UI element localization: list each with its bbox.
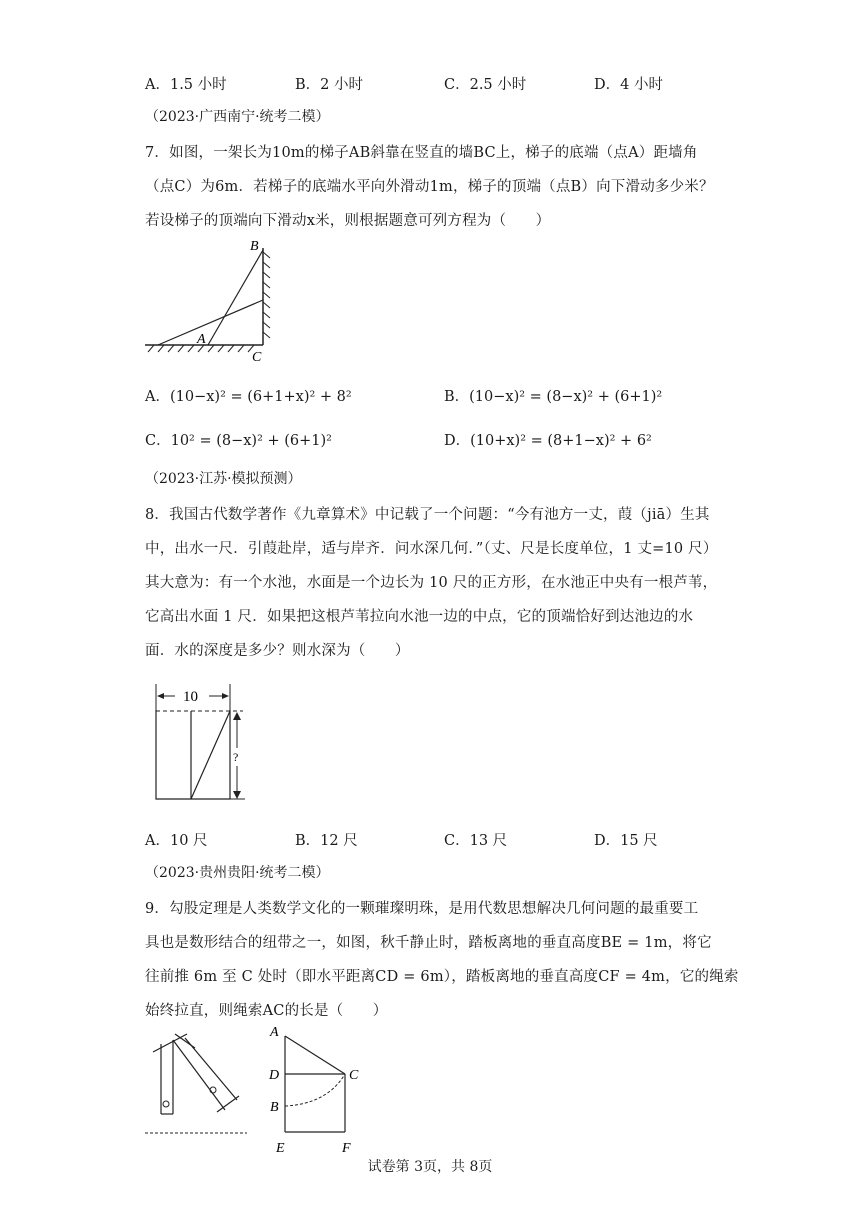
q7-label-b: B [250, 239, 259, 254]
q9-label-a: A [270, 1026, 279, 1040]
q7-option-a: A．(10−x)² = (6+1+x)² + 8² [145, 389, 352, 405]
q7-option-b: B．(10−x)² = (8−x)² + (6+1)² [444, 389, 663, 405]
q7-line-3: 若设梯子的顶端向下滑动x米，则根据题意可列方程为（ ） [145, 213, 551, 229]
q9-geometry-figure [265, 1026, 375, 1160]
q9-line-3: 往前推 6m 至 C 处时（即水平距离CD = 6m），踏板离地的垂直高度CF = 4m，它的绳索 [145, 969, 739, 985]
q9-line-1: 9．勾股定理是人类数学文化的一颗璀璨明珠，是用代数思想解决几何问题的最重要工 [145, 901, 699, 917]
q8-line-3: 其大意为：有一个水池，水面是一个边长为 10 尺的正方形，在水池正中央有一根芦苇， [145, 575, 718, 591]
q9-source: （2023·贵州贵阳·统考二模） [145, 865, 330, 881]
option-b: B．2 小时 [295, 77, 363, 93]
page-footer: 试卷第 3页，共 8页 [367, 1159, 493, 1175]
q7-option-c: C．10² = (8−x)² + (6+1)² [145, 433, 332, 449]
q9-label-e: E [276, 1141, 285, 1156]
q9-label-c: C [349, 1068, 359, 1083]
q8-pool-figure [145, 678, 255, 806]
q9-line-2: 具也是数形结合的纽带之一，如图，秋千静止时，踏板离地的垂直高度BE = 1m，将它 [145, 935, 712, 951]
option-c: C．2.5 小时 [444, 77, 527, 93]
q8-line-2: 中，出水一尺．引葭赴岸，适与岸齐．问水深几何．”（丈、尺是长度单位，1 丈=10 尺） [145, 541, 718, 557]
q7-line-1: 7．如图，一架长为10m的梯子AB斜靠在竖直的墙BC上，梯子的底端（点A）距墙角 [145, 145, 698, 161]
q7-label-c: C [252, 350, 262, 365]
q7-label-a: A [197, 332, 206, 347]
q8-line-5: 面．水的深度是多少？则水深为（ ） [145, 643, 410, 659]
q9-line-4: 始终拉直，则绳索AC的长是（ ） [145, 1003, 388, 1019]
q8-option-b: B．12 尺 [295, 833, 358, 849]
q8-option-c: C．13 尺 [444, 833, 508, 849]
q8-depth-label: ? [233, 750, 239, 764]
option-a: A．1.5 小时 [145, 77, 227, 93]
q8-source: （2023·江苏·模拟预测） [145, 471, 302, 487]
q7-ladder-figure [140, 232, 280, 367]
q8-option-d: D．15 尺 [594, 833, 658, 849]
q7-line-2: （点C）为6m．若梯子的底端水平向外滑动1m，梯子的顶端（点B）向下滑动多少米？ [145, 179, 714, 195]
q7-source: （2023·广西南宁·统考二模） [145, 109, 330, 125]
q9-label-d: D [269, 1068, 280, 1083]
q8-width-label: 10 [183, 689, 198, 705]
q8-line-4: 它高出水面 1 尺．如果把这根芦苇拉向水池一边的中点，它的顶端恰好到达池边的水 [145, 609, 694, 625]
q9-label-b: B [270, 1100, 279, 1115]
option-d: D．4 小时 [594, 77, 663, 93]
q9-label-f: F [342, 1141, 351, 1156]
q7-option-d: D．(10+x)² = (8+1−x)² + 6² [444, 433, 652, 449]
q8-option-a: A．10 尺 [145, 833, 208, 849]
q8-line-1: 8．我国古代数学著作《九章算术》中记载了一个问题：“今有池方一丈，葭（jiā）生其 [145, 507, 710, 523]
q9-swing-picture [145, 1030, 255, 1138]
